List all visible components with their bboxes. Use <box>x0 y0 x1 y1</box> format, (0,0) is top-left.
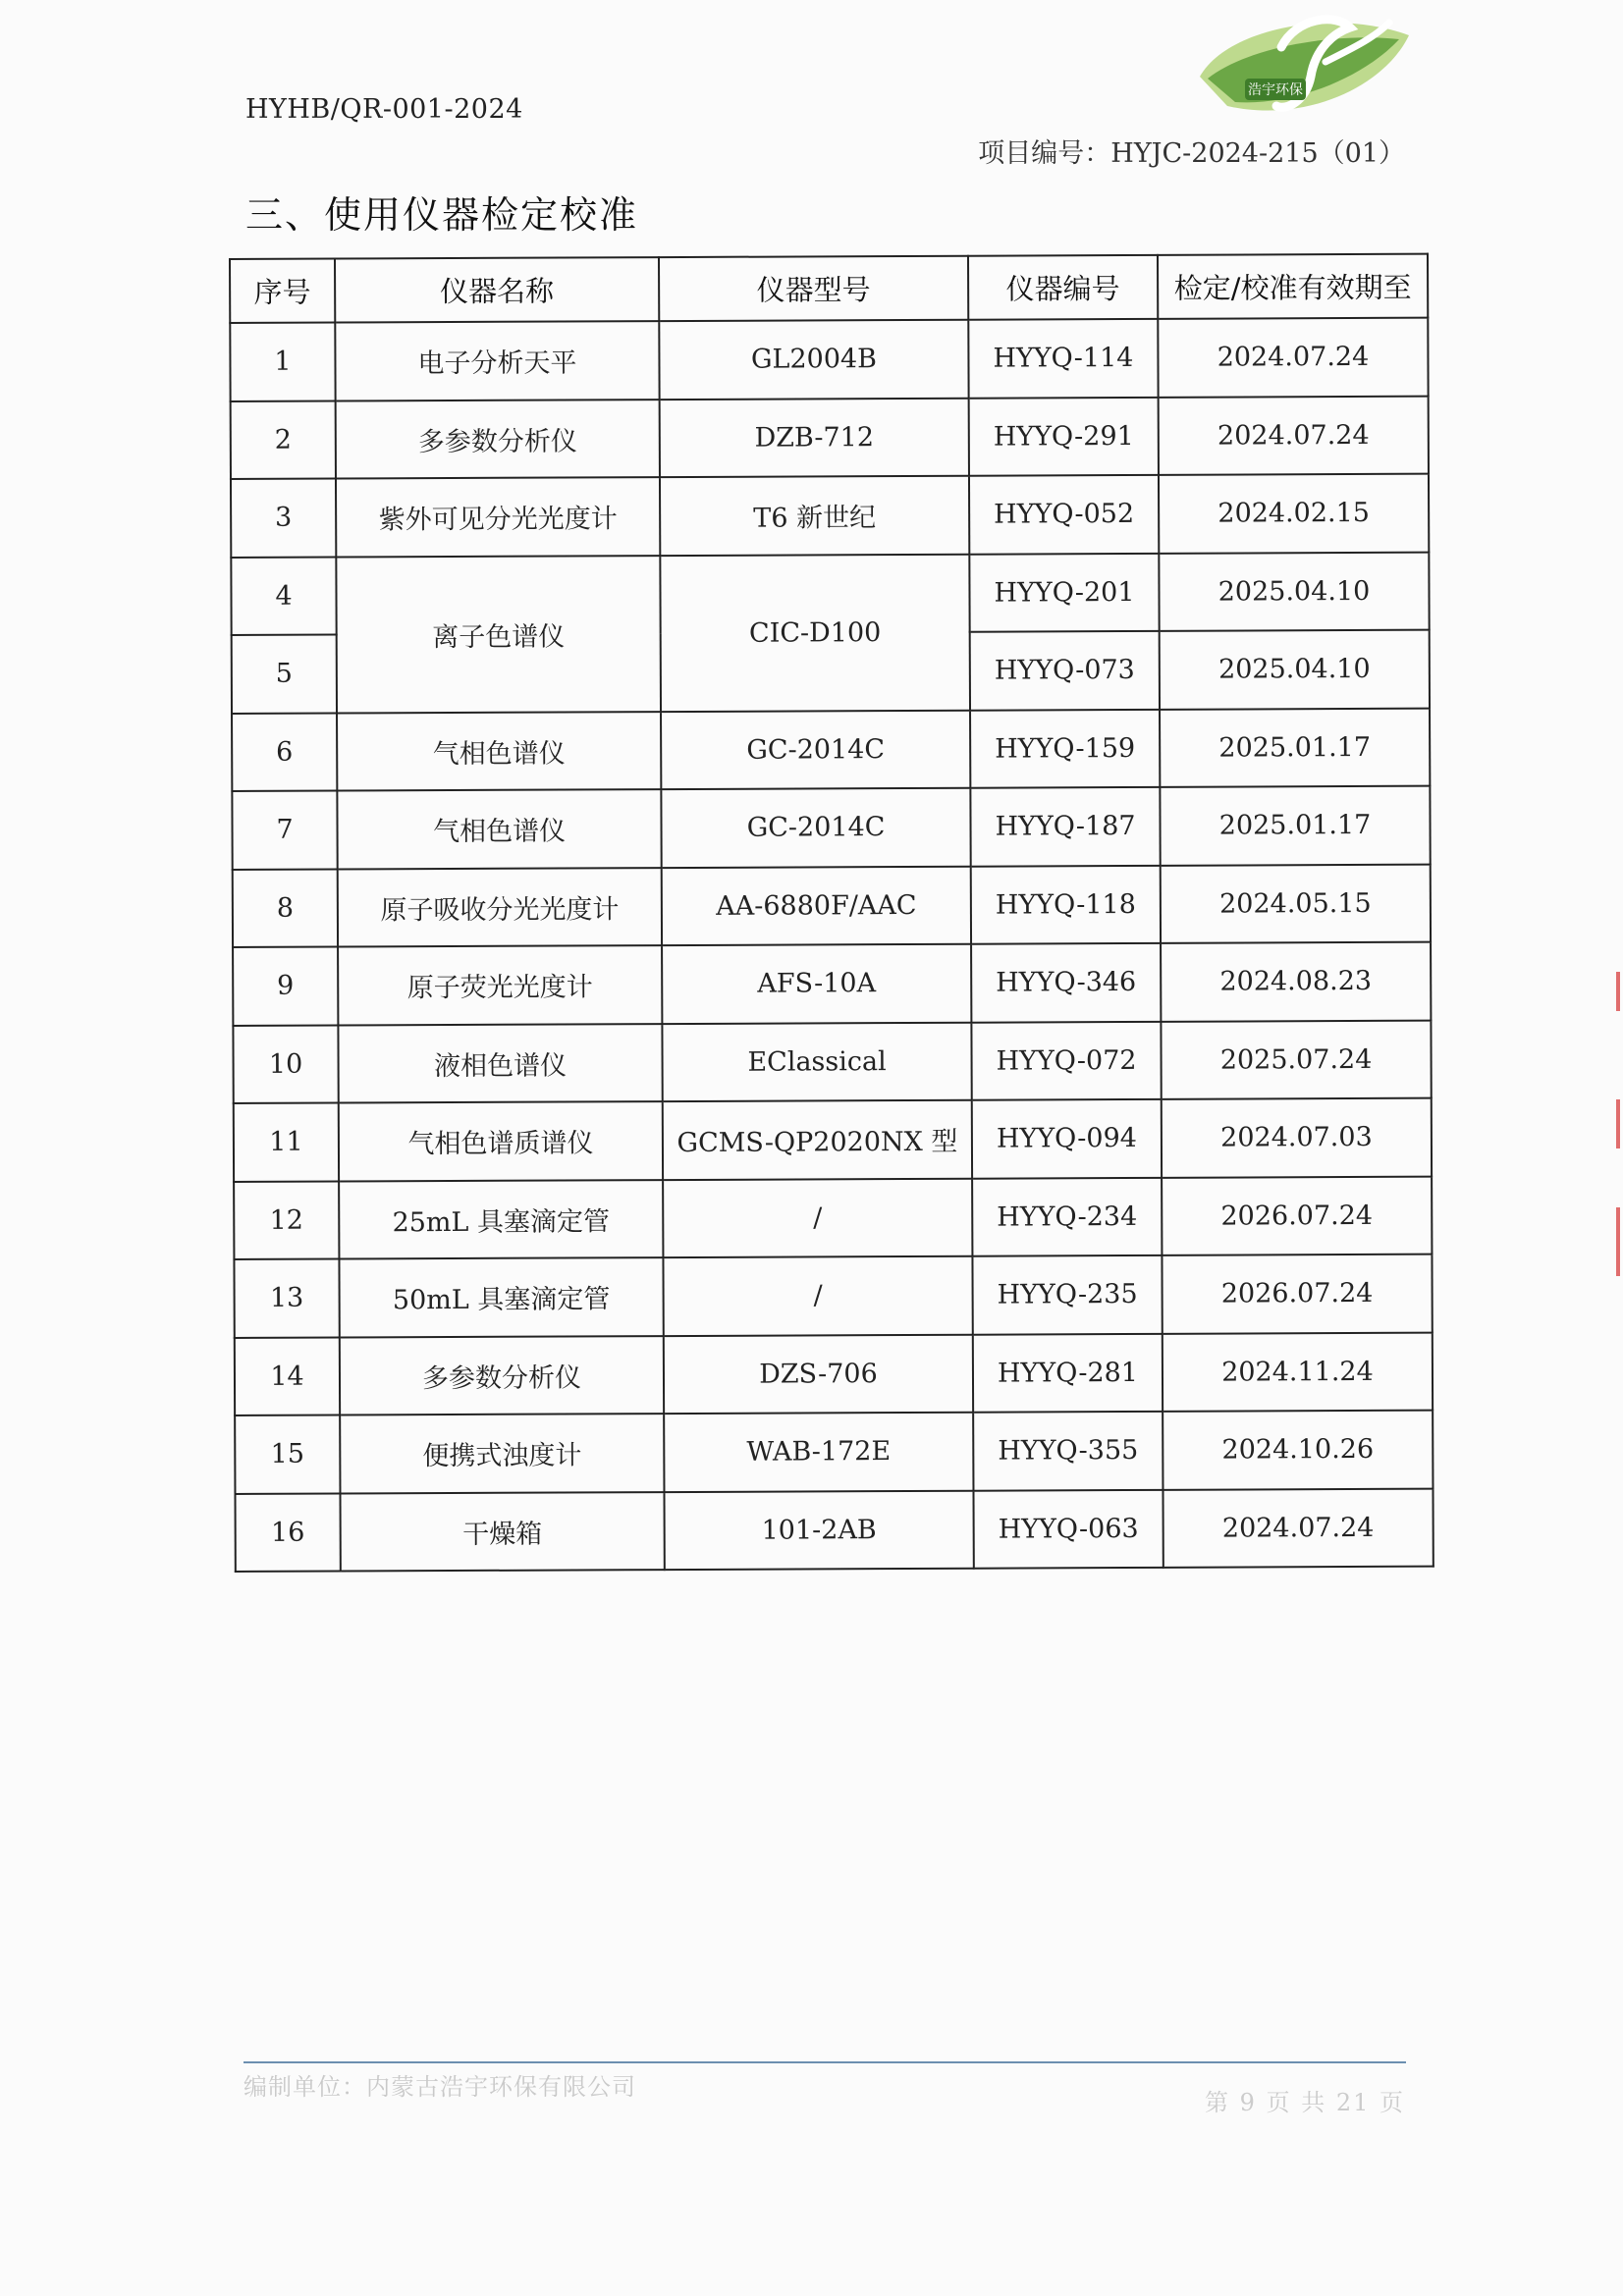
instrument-calibration-table <box>229 253 1434 1573</box>
cell-model: EClassical <box>662 1022 971 1101</box>
header-id: 仪器编号 <box>968 255 1158 320</box>
header-valid-until: 检定/校准有效期至 <box>1158 254 1428 319</box>
cell-id: HYYQ-094 <box>972 1099 1162 1178</box>
table-header-row <box>230 254 1428 323</box>
cell-name: 气相色谱质谱仪 <box>339 1101 663 1181</box>
cell-id: HYYQ-063 <box>973 1489 1163 1568</box>
cell-name: 多参数分析仪 <box>336 400 660 479</box>
header-no: 序号 <box>230 259 335 323</box>
cell-no: 4 <box>231 557 336 635</box>
cell-name: 干燥箱 <box>340 1492 664 1572</box>
cell-id: HYYQ-234 <box>972 1177 1162 1255</box>
cell-valid: 2025.04.10 <box>1159 552 1429 631</box>
cell-name: 多参数分析仪 <box>340 1336 664 1415</box>
project-number-label: 项目编号： <box>978 138 1111 169</box>
table-row <box>234 1176 1432 1259</box>
cell-name: 原子荧光光度计 <box>338 945 662 1025</box>
logo-text: 浩宇环保 <box>1248 82 1303 98</box>
table-row <box>234 1255 1432 1338</box>
cell-id: HYYQ-291 <box>969 397 1159 475</box>
cell-id: HYYQ-159 <box>970 709 1160 787</box>
cell-id: HYYQ-355 <box>973 1412 1163 1490</box>
header-name: 仪器名称 <box>335 257 659 322</box>
cell-valid: 2024.07.03 <box>1162 1098 1432 1178</box>
cell-no: 2 <box>231 400 336 479</box>
footer-page-number: 第 9 页 共 21 页 <box>1205 2089 1405 2116</box>
table-row <box>235 1332 1433 1415</box>
cell-no: 8 <box>233 869 338 947</box>
cell-model: AA-6880F/AAC <box>662 866 971 945</box>
cell-id: HYYQ-187 <box>970 787 1160 866</box>
cell-valid: 2024.07.24 <box>1158 318 1428 398</box>
cell-name: 紫外可见分光光度计 <box>336 477 660 557</box>
cell-no: 9 <box>233 947 338 1026</box>
cell-id: HYYQ-201 <box>969 553 1159 631</box>
cell-name: 气相色谱仪 <box>337 712 661 791</box>
cell-model: DZS-706 <box>664 1334 973 1414</box>
cell-model: CIC-D100 <box>660 554 970 711</box>
cell-no: 14 <box>235 1337 340 1415</box>
cell-id: HYYQ-118 <box>971 865 1161 943</box>
scan-margin-mark <box>1616 1099 1620 1148</box>
cell-valid: 2024.08.23 <box>1161 942 1431 1022</box>
cell-id: HYYQ-052 <box>969 475 1159 554</box>
project-number <box>978 132 1405 170</box>
cell-no: 5 <box>232 635 337 714</box>
cell-no: 7 <box>232 791 337 870</box>
cell-id: HYYQ-114 <box>968 319 1158 398</box>
table-row <box>231 396 1429 479</box>
cell-model: DZB-712 <box>660 398 969 477</box>
table-row <box>235 1411 1433 1494</box>
cell-valid: 2025.01.17 <box>1160 786 1430 866</box>
cell-valid: 2025.07.24 <box>1161 1020 1431 1099</box>
table-row <box>235 1488 1433 1572</box>
document-code: HYHB/QR-001-2024 <box>245 94 523 125</box>
cell-no: 1 <box>230 323 335 401</box>
cell-valid: 2024.02.15 <box>1159 474 1429 554</box>
cell-valid: 2024.05.15 <box>1161 864 1431 943</box>
cell-name: 便携式浊度计 <box>340 1414 664 1493</box>
footer-divider <box>243 2061 1406 2063</box>
cell-name: 气相色谱仪 <box>337 789 661 869</box>
cell-no: 15 <box>235 1415 340 1494</box>
cell-model: / <box>663 1178 972 1257</box>
cell-id: HYYQ-072 <box>971 1021 1161 1099</box>
scan-margin-mark <box>1616 972 1620 1011</box>
cell-valid: 2026.07.24 <box>1162 1255 1432 1334</box>
cell-name: 离子色谱仪 <box>336 556 661 713</box>
cell-model: / <box>663 1256 972 1336</box>
cell-model: T6 新世纪 <box>660 476 969 556</box>
cell-no: 3 <box>231 479 336 558</box>
cell-valid: 2025.01.17 <box>1160 708 1430 787</box>
cell-model: GC-2014C <box>661 788 970 868</box>
company-logo <box>1188 8 1414 126</box>
table-row <box>233 942 1431 1026</box>
cell-no: 6 <box>232 713 337 791</box>
table-row <box>231 474 1429 558</box>
cell-model: WAB-172E <box>664 1413 973 1492</box>
header-model: 仪器型号 <box>659 256 968 321</box>
table-row <box>232 708 1430 791</box>
cell-valid: 2026.07.24 <box>1162 1176 1432 1255</box>
cell-name: 50mL 具塞滴定管 <box>339 1257 663 1337</box>
project-number-value: HYJC-2024-215（01） <box>1110 138 1405 169</box>
cell-valid: 2024.11.24 <box>1163 1332 1433 1412</box>
cell-model: GCMS-QP2020NX 型 <box>663 1100 972 1180</box>
cell-name: 液相色谱仪 <box>338 1024 662 1103</box>
scan-margin-mark <box>1616 1207 1620 1276</box>
cell-model: 101-2AB <box>664 1490 973 1570</box>
cell-valid: 2025.04.10 <box>1160 630 1430 710</box>
table-row <box>230 318 1428 401</box>
cell-no: 13 <box>234 1259 339 1338</box>
section-title: 三、使用仪器检定校准 <box>245 193 639 237</box>
cell-model: GC-2014C <box>661 710 970 789</box>
table-row <box>233 864 1431 947</box>
cell-valid: 2024.10.26 <box>1163 1411 1433 1490</box>
cell-name: 电子分析天平 <box>335 321 659 400</box>
table-row <box>232 786 1430 870</box>
cell-name: 25mL 具塞滴定管 <box>339 1180 663 1259</box>
cell-no: 12 <box>234 1181 339 1259</box>
cell-model: AFS-10A <box>662 944 971 1024</box>
cell-id: HYYQ-073 <box>970 631 1160 710</box>
cell-model: GL2004B <box>659 320 968 400</box>
cell-name: 原子吸收分光光度计 <box>338 868 662 947</box>
cell-id: HYYQ-235 <box>972 1255 1162 1334</box>
cell-id: HYYQ-346 <box>971 943 1161 1022</box>
footer-compiler: 编制单位：内蒙古浩宇环保有限公司 <box>243 2073 636 2101</box>
cell-valid: 2024.07.24 <box>1163 1488 1433 1568</box>
cell-valid: 2024.07.24 <box>1159 396 1429 475</box>
table-row <box>231 552 1429 635</box>
cell-no: 11 <box>234 1103 339 1182</box>
cell-id: HYYQ-281 <box>973 1333 1163 1412</box>
table-row <box>234 1098 1432 1182</box>
cell-no: 16 <box>235 1493 340 1572</box>
cell-no: 10 <box>233 1025 338 1103</box>
table-row <box>233 1020 1431 1103</box>
